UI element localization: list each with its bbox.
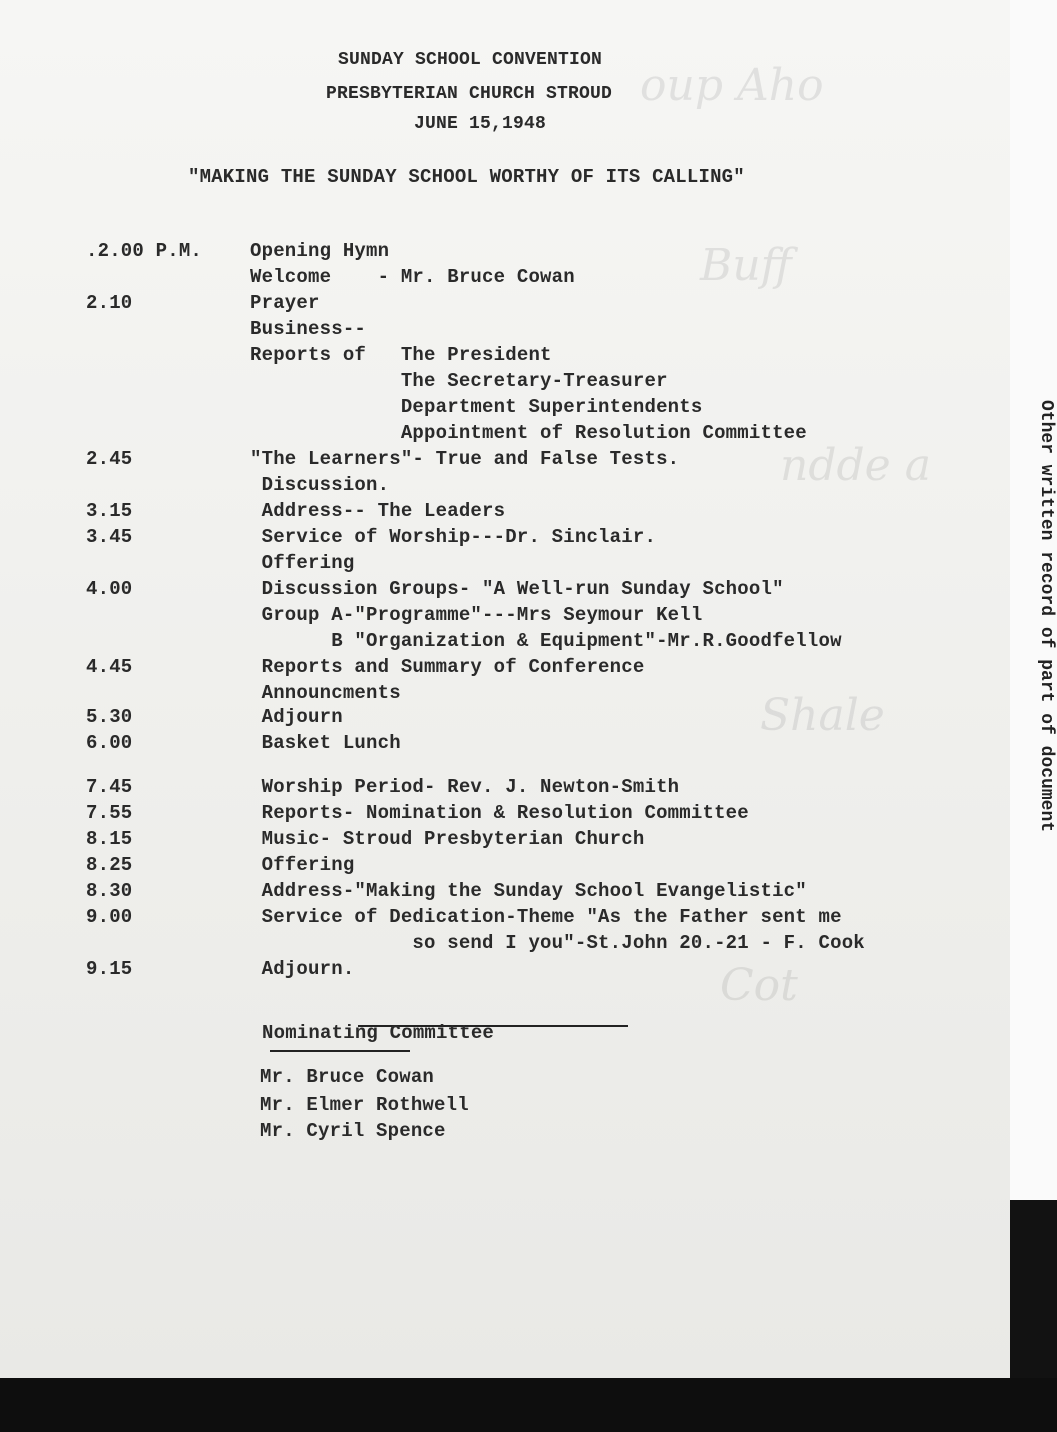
schedule-item: Music- Stroud Presbyterian Church: [250, 828, 645, 850]
schedule-item: Basket Lunch: [250, 732, 401, 754]
schedule-item: Appointment of Resolution Committee: [250, 422, 807, 444]
committee-title-underline: [270, 1050, 410, 1052]
schedule-item: Discussion Groups- "A Well-run Sunday School": [250, 578, 784, 600]
bleed-through-handwriting: Buff: [700, 240, 792, 291]
header-title: SUNDAY SCHOOL CONVENTION: [338, 50, 603, 70]
schedule-item: Department Superintendents: [250, 396, 703, 418]
schedule-time: 9.00: [86, 906, 133, 928]
bleed-through-handwriting: ndde a: [780, 440, 931, 491]
bleed-through-handwriting: oup Aho: [640, 60, 824, 111]
committee-member: Mr. Bruce Cowan: [260, 1066, 435, 1088]
schedule-item: Reports of The President: [250, 344, 552, 366]
committee-member: Mr. Cyril Spence: [260, 1120, 446, 1142]
schedule-item: Group A-"Programme"---Mrs Seymour Kell: [250, 604, 703, 626]
schedule-item: Service of Dedication-Theme "As the Father sent me: [250, 906, 842, 928]
schedule-item: Discussion.: [250, 474, 390, 496]
schedule-item: Service of Worship---Dr. Sinclair.: [250, 526, 657, 548]
schedule-time: 6.00: [86, 732, 133, 754]
schedule-time: 2.45: [86, 448, 133, 470]
schedule-item: Welcome - Mr. Bruce Cowan: [250, 266, 575, 288]
header-date: JUNE 15,1948: [414, 114, 547, 134]
schedule-item: "The Learners"- True and False Tests.: [250, 448, 680, 470]
schedule-item: Adjourn.: [250, 958, 355, 980]
schedule-time: 4.00: [86, 578, 133, 600]
schedule-time: 9.15: [86, 958, 133, 980]
schedule-item: B "Organization & Equipment"-Mr.R.Goodfellow: [250, 630, 842, 652]
committee-member: Mr. Elmer Rothwell: [260, 1094, 469, 1116]
schedule-item: Business--: [250, 318, 367, 340]
schedule-item: Opening Hymn: [250, 240, 390, 262]
schedule-item: Adjourn: [250, 706, 343, 728]
schedule-item: Address-- The Leaders: [250, 500, 506, 522]
schedule-item: Reports- Nomination & Resolution Committee: [250, 802, 749, 824]
header-theme: "MAKING THE SUNDAY SCHOOL WORTHY OF ITS CALLING": [188, 166, 745, 188]
schedule-item: so send I you"-St.John 20.-21 - F. Cook: [250, 932, 865, 954]
schedule-time: 8.25: [86, 854, 133, 876]
schedule-time: 7.55: [86, 802, 133, 824]
schedule-time: 4.45: [86, 656, 133, 678]
schedule-time: 7.45: [86, 776, 133, 798]
schedule-time: 8.15: [86, 828, 133, 850]
committee-title: Nominating Committee: [262, 1022, 495, 1044]
schedule-item: Address-"Making the Sunday School Evangelistic": [250, 880, 807, 902]
schedule-item: Offering: [250, 552, 355, 574]
header-church: PRESBYTERIAN CHURCH STROUD: [326, 84, 613, 104]
bleed-through-handwriting: Shale: [760, 690, 885, 741]
schedule-time: 5.30: [86, 706, 133, 728]
bleed-through-handwriting: Cot: [720, 960, 798, 1011]
schedule-time: 8.30: [86, 880, 133, 902]
schedule-time: .2.00 P.M.: [86, 240, 203, 262]
side-note: Other written record of part of document: [1036, 400, 1056, 833]
scan-background-bottom: [0, 1378, 1057, 1432]
schedule-item: Reports and Summary of Conference: [250, 656, 645, 678]
schedule-time: 2.10: [86, 292, 133, 314]
schedule-item: Prayer: [250, 292, 320, 314]
schedule-time: 3.45: [86, 526, 133, 548]
schedule-item: Worship Period- Rev. J. Newton-Smith: [250, 776, 680, 798]
schedule-time: 3.15: [86, 500, 133, 522]
schedule-item: The Secretary-Treasurer: [250, 370, 668, 392]
schedule-item: Offering: [250, 854, 355, 876]
schedule-item: Announcments: [250, 682, 401, 704]
